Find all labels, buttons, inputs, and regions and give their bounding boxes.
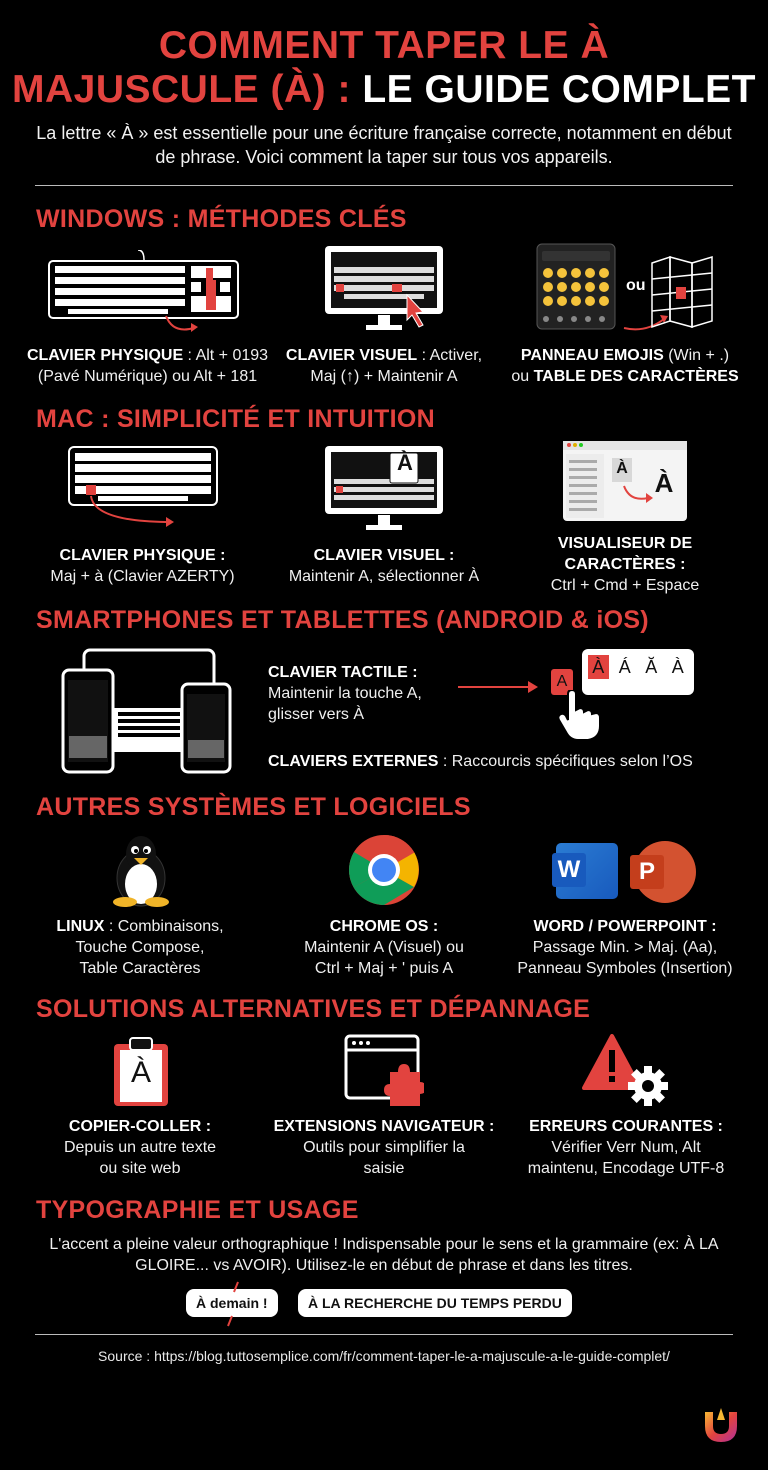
caption-copy-paste (40, 1116, 240, 1179)
caption-external-keyboards (268, 751, 738, 772)
caption-text: glisser vers À (268, 706, 365, 723)
word-letter: W (552, 853, 586, 887)
caption-bold: CHROME OS : (329, 918, 439, 935)
accent-options (582, 649, 694, 679)
linux-tux-icon (107, 832, 175, 908)
caption-text: : Combinaisons, (104, 918, 224, 935)
caption-text: Touche Compose, (75, 939, 205, 956)
caption-bold: CLAVIER PHYSIQUE (26, 347, 184, 364)
hand-pointer-icon (556, 690, 604, 742)
section-heading-mobile: SMARTPHONES ET TABLETTES (ANDROID & iOS) (36, 606, 649, 634)
caption-text: Vérifier Verr Num, Alt (551, 1139, 701, 1156)
section-heading-solutions: SOLUTIONS ALTERNATIVES ET DÉPANNAGE (36, 995, 591, 1023)
caption-bold: CLAVIER VISUEL (285, 347, 418, 364)
caption-linux (30, 916, 250, 979)
caption-bold: CARACTÈRES : (564, 556, 686, 573)
clipboard-glyph: À (130, 1056, 151, 1089)
caption-text: Table Caractères (79, 960, 201, 977)
intro-text: La lettre « À » est essentielle pour une écriture française correcte, notamment en début de phrase. Voici comment la taper sur tous vos appareils. (36, 123, 732, 167)
viewer-glyph-large: À (654, 468, 674, 498)
caption-win-physical (15, 345, 280, 387)
section-heading-mac: MAC : SIMPLICITÉ ET INTUITION (36, 405, 435, 433)
caption-win-visual (268, 345, 500, 387)
caption-bold: CLAVIERS EXTERNES (268, 753, 439, 770)
caption-text: Ctrl + Cmd + Espace (550, 577, 700, 594)
caption-bold: VISUALISEUR DE (557, 535, 693, 552)
accent-option[interactable]: Á (618, 657, 631, 677)
glyph-preview: À (397, 450, 413, 475)
accent-option[interactable]: Ă (645, 657, 658, 677)
section-heading-other: AUTRES SYSTÈMES ET LOGICIELS (36, 793, 471, 821)
brand-logo-icon (701, 1406, 741, 1444)
accent-mark-icon (226, 1280, 240, 1328)
caption-text: Maj + à (Clavier AZERTY) (50, 568, 235, 585)
devices-icon (60, 648, 234, 776)
caption-text: Maj (↑) + Maintenir A (310, 368, 458, 385)
title-line-1: COMMENT TAPER LE À (158, 24, 610, 67)
caption-bold: COPIER-COLLER : (68, 1118, 212, 1135)
divider (35, 1334, 733, 1335)
title-line-2-white: LE GUIDE COMPLET (362, 68, 756, 111)
caption-bold: PANNEAU EMOJIS (520, 347, 664, 364)
caption-mac-visual (270, 545, 498, 587)
section-heading-windows: WINDOWS : MÉTHODES CLÉS (36, 205, 407, 233)
caption-bold: EXTENSIONS NAVIGATEUR : (273, 1118, 495, 1135)
caption-bold: LINUX (56, 918, 105, 935)
browser-extension-icon (344, 1034, 424, 1108)
mac-on-screen-keyboard-icon (324, 445, 444, 537)
source-citation: Source : https://blog.tuttosemplice.com/fr/comment-taper-le-a-majuscule-a-le-guide-complet/ (98, 1348, 670, 1364)
caption-text: maintenu, Encodage UTF-8 (527, 1160, 725, 1177)
section-heading-typography: TYPOGRAPHIE ET USAGE (36, 1196, 359, 1224)
accent-option-selected[interactable]: À (588, 655, 609, 679)
caption-mac-physical (30, 545, 255, 587)
viewer-glyph-small: À (616, 460, 628, 477)
caption-bold: CLAVIER TACTILE : (268, 664, 418, 681)
caption-bold: CLAVIER VISUEL : (313, 547, 455, 564)
example-tag-demain: À demain ! (186, 1289, 278, 1317)
caption-common-errors (510, 1116, 742, 1179)
caption-text: Maintenir la touche A, (268, 685, 422, 702)
caption-text: ou site web (99, 1160, 181, 1177)
physical-keyboard-icon (48, 250, 240, 342)
caption-text: Depuis un autre texte (63, 1139, 217, 1156)
caption-text: : Activer, (417, 347, 483, 364)
page-title (0, 24, 768, 112)
caption-text: : Raccourcis spécifiques selon l’OS (438, 753, 693, 770)
chrome-icon (348, 834, 420, 906)
caption-text: Outils pour simplifier la (303, 1139, 465, 1156)
mac-keyboard-icon (68, 446, 220, 532)
typography-text: L'accent a pleine valeur orthographique ! Indispensable pour le sens et la grammaire (ex: À LA GLOIRE... vs AVOIR). Utilisez-le en début de phrase et dans les titres. (49, 1236, 719, 1274)
example-tag-proust: À LA RECHERCHE DU TEMPS PERDU (298, 1289, 572, 1317)
caption-text: Maintenir A, sélectionner À (288, 568, 480, 585)
accent-option[interactable]: À (671, 657, 684, 677)
caption-bold: ERREURS COURANTES : (529, 1118, 723, 1135)
caption-word-powerpoint (500, 916, 750, 979)
caption-touch-keyboard (268, 662, 468, 725)
caption-text: Maintenir A (Visuel) ou (304, 939, 464, 956)
title-line-2-red: MAJUSCULE (À) : (11, 68, 351, 111)
divider (35, 185, 733, 186)
warning-gear-icon (582, 1034, 670, 1108)
caption-chrome-os (280, 916, 488, 979)
or-label: ou (626, 277, 646, 294)
caption-text: ou (511, 368, 534, 385)
caption-text: (Pavé Numérique) ou Alt + 181 (37, 368, 258, 385)
caption-text: saisie (363, 1160, 405, 1177)
arrow-right-icon (458, 680, 540, 694)
caption-text: (Win + .) (663, 347, 730, 364)
caption-text: Passage Min. > Maj. (Aa), (532, 939, 718, 956)
accent-popup (582, 649, 694, 695)
caption-bold: TABLE DES CARACTÈRES (533, 368, 739, 385)
key-a[interactable]: A (551, 669, 573, 695)
caption-text: Panneau Symboles (Insertion) (517, 960, 733, 977)
caption-extensions (264, 1116, 504, 1179)
caption-mac-viewer (530, 533, 720, 596)
powerpoint-letter: P (630, 855, 664, 889)
on-screen-keyboard-monitor-icon (324, 245, 444, 337)
caption-bold: WORD / POWERPOINT : (533, 918, 717, 935)
caption-text: Ctrl + Maj + ' puis A (314, 960, 454, 977)
caption-bold: CLAVIER PHYSIQUE : (59, 547, 226, 564)
caption-text: : Alt + 0193 (183, 347, 269, 364)
caption-win-emoji (500, 345, 750, 387)
